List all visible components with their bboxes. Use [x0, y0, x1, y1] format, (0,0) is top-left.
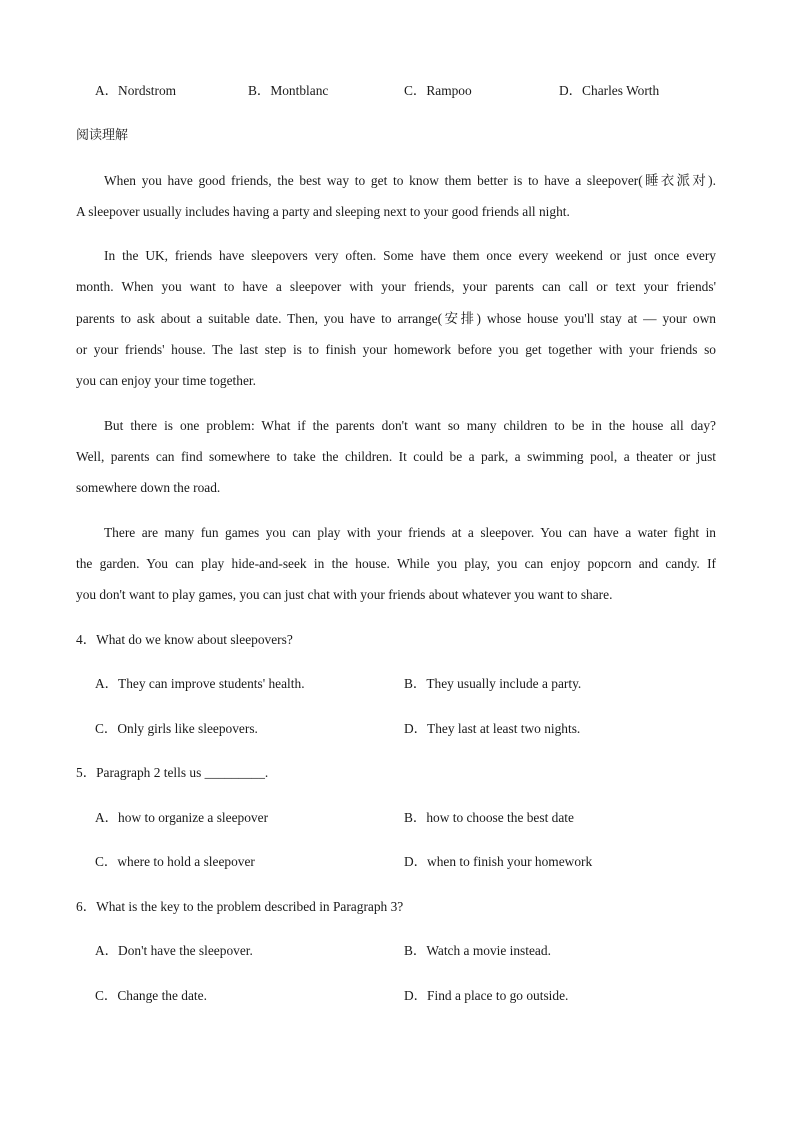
question-option-b: B．Watch a movie instead.: [404, 943, 551, 958]
passage-line: month. When you want to have a sleepover with your friends, your parents can call or text your friends': [76, 279, 716, 294]
question-option-c: C．Change the date.: [95, 988, 207, 1003]
section-title: 阅读理解: [76, 128, 129, 143]
question-option-b: B．They usually include a party.: [404, 676, 582, 691]
question-option-b: B．how to choose the best date: [404, 810, 574, 825]
question-option-d: D．They last at least two nights.: [404, 721, 581, 736]
prev-option-a: A．Nordstrom: [95, 83, 177, 98]
passage-line: or your friends' house. The last step is to finish your homework before you get together with your friends so: [76, 342, 716, 357]
passage-line: Well, parents can find somewhere to take the children. It could be a park, a swimming pool, a theater or just: [76, 449, 716, 464]
passage-line: A sleepover usually includes having a party and sleeping next to your good friends all night.: [76, 204, 570, 219]
passage-line: the garden. You can play hide-and-seek in the house. While you play, you can enjoy popcorn and candy. If: [76, 556, 716, 571]
question-option-d: D．Find a place to go outside.: [404, 988, 569, 1003]
prev-option-c: C．Rampoo: [404, 83, 472, 98]
passage-line: you can enjoy your time together.: [76, 373, 256, 388]
question-option-a: A．how to organize a sleepover: [95, 810, 269, 825]
question-option-c: C．Only girls like sleepovers.: [95, 721, 258, 736]
passage-line: somewhere down the road.: [76, 480, 221, 495]
question-option-d: D．when to finish your homework: [404, 854, 593, 869]
passage-line: But there is one problem: What if the parents don't want so many children to be in the house all day?: [104, 418, 716, 433]
passage-line: parents to ask about a suitable date. Then, you have to arrange(安排) whose house you'll stay at — your own: [76, 311, 716, 326]
question-option-a: A．They can improve students' health.: [95, 676, 305, 691]
passage-line: In the UK, friends have sleepovers very often. Some have them once every weekend or just once every: [104, 248, 716, 263]
prev-option-d: D．Charles Worth: [559, 83, 660, 98]
passage-line: There are many fun games you can play with your friends at a sleepover. You can have a water fight in: [104, 525, 716, 540]
question-stem: 6．What is the key to the problem described in Paragraph 3?: [76, 899, 404, 914]
question-stem: 5．Paragraph 2 tells us _________.: [76, 765, 269, 780]
passage-line: you don't want to play games, you can just chat with your friends about whatever you want to share.: [76, 587, 613, 602]
question-option-a: A．Don't have the sleepover.: [95, 943, 253, 958]
question-stem: 4．What do we know about sleepovers?: [76, 632, 293, 647]
prev-option-b: B．Montblanc: [248, 83, 329, 98]
question-option-c: C．where to hold a sleepover: [95, 854, 255, 869]
passage-line: When you have good friends, the best way to get to know them better is to have a sleepover(睡衣派对).: [104, 173, 716, 188]
